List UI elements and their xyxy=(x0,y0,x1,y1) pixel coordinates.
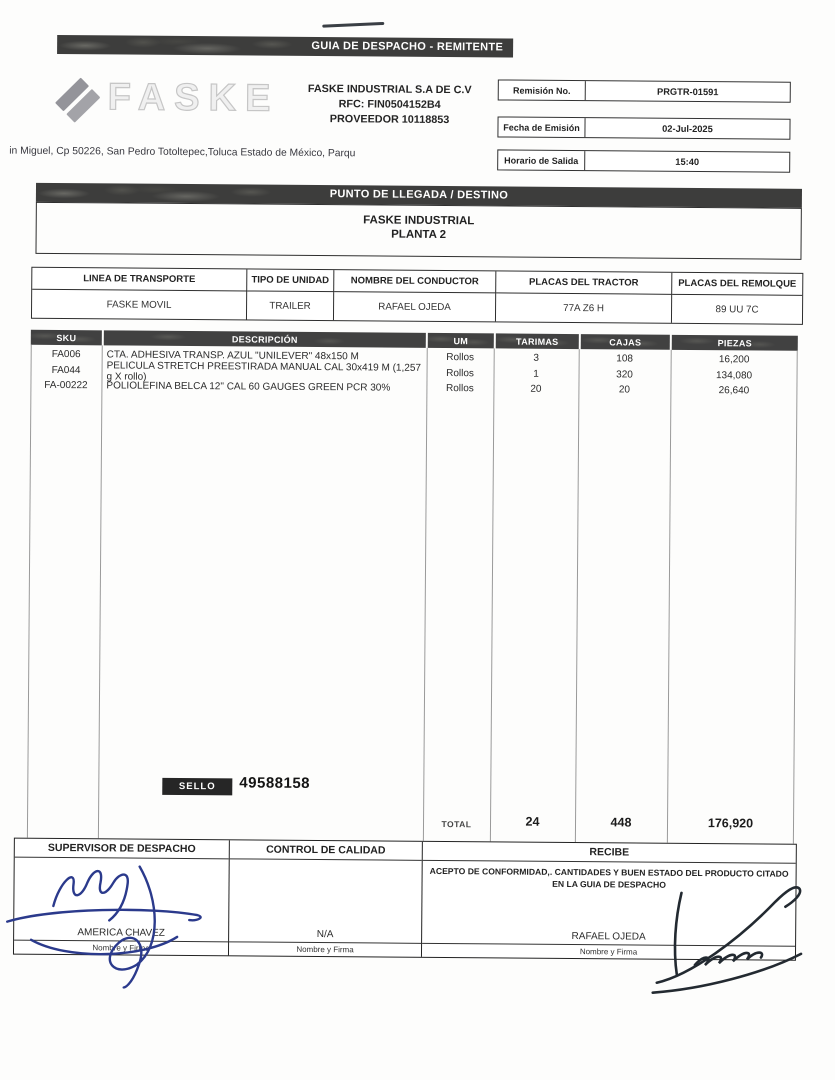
items-header-piezas: PIEZAS xyxy=(672,335,798,351)
fecha-emision-box xyxy=(497,116,790,139)
item-um: Rollos xyxy=(445,383,474,395)
item-sku: FA-00222 xyxy=(44,379,88,392)
total-label: TOTAL xyxy=(441,819,472,830)
faske-logo-icon xyxy=(47,69,109,131)
signature-section xyxy=(13,838,797,961)
supervisor-sign-area xyxy=(14,858,229,927)
calidad-title: CONTROL DE CALIDAD xyxy=(230,840,422,861)
items-grid-line xyxy=(490,348,495,841)
recibe-note xyxy=(423,861,796,892)
items-header-desc: DESCRIPCIÓN xyxy=(104,330,426,348)
item-cajas: 108 xyxy=(616,353,634,365)
destination-bar-title: PUNTO DE LLEGADA / DESTINO xyxy=(329,188,509,202)
sello-label-box: SELLO xyxy=(162,778,232,796)
supervisor-column xyxy=(14,839,230,956)
items-header-cajas: CAJAS xyxy=(581,334,670,350)
company-address: in Miguel, Cp 50226, San Pedro Totoltepec,Toluca Estado de México, Parqu xyxy=(9,145,356,160)
sello-number: 49588158 xyxy=(239,774,311,792)
company-proveedor: PROVEEDOR 10118853 xyxy=(329,113,450,127)
document-title: GUIA DE DESPACHO - REMITENTE xyxy=(311,39,504,54)
horario-salida-box xyxy=(497,149,790,172)
transport-value-linea: FASKE MOVIL xyxy=(32,290,247,320)
item-tarimas: 1 xyxy=(533,368,539,380)
recibe-name: RAFAEL OJEDA xyxy=(571,931,646,943)
calidad-caption: Nombre y Firma xyxy=(229,941,421,957)
recibe-caption: Nombre y Firma xyxy=(422,943,795,960)
recibe-note-line1: ACEPTO DE CONFORMIDAD,. CANTIDADES Y BUEN ESTADO DEL PRODUCTO CITADO xyxy=(429,865,789,879)
fecha-emision-value: 02-Jul-2025 xyxy=(662,123,713,134)
transport-header-placas-tractor: PLACAS DEL TRACTOR xyxy=(496,271,672,294)
recibe-column xyxy=(422,842,796,960)
remision-box xyxy=(498,79,791,102)
items-grid-line xyxy=(98,345,103,838)
remision-value: PRGTR-01591 xyxy=(656,86,719,97)
item-piezas: 134,080 xyxy=(715,370,753,382)
transport-value-row xyxy=(32,290,802,324)
supervisor-name: AMERICA CHAVEZ xyxy=(77,927,165,939)
item-sku: FA006 xyxy=(51,348,81,361)
company-info-block xyxy=(267,82,511,129)
items-header-um: UM xyxy=(428,333,494,349)
transport-table xyxy=(31,267,803,325)
items-grid-line xyxy=(793,351,798,844)
items-grid-line xyxy=(667,350,672,843)
items-grid-line xyxy=(27,345,32,838)
item-piezas: 16,200 xyxy=(718,354,750,366)
recibe-sign-area xyxy=(422,861,796,931)
item-um: Rollos xyxy=(446,352,475,364)
transport-value-placas-remolque: 89 UU 7C xyxy=(715,303,759,315)
transport-value-conductor: RAFAEL OJEDA xyxy=(334,292,496,321)
item-cajas: 20 xyxy=(618,384,631,396)
items-table-body xyxy=(27,345,798,844)
horario-salida-value: 15:40 xyxy=(675,156,700,167)
scan-artifact-line xyxy=(322,22,384,28)
items-header-tarimas: TARIMAS xyxy=(496,333,579,349)
item-tarimas: 3 xyxy=(533,352,539,364)
recibe-title: RECIBE xyxy=(423,842,796,864)
items-grid-line xyxy=(575,349,580,842)
item-piezas: 26,640 xyxy=(718,385,750,397)
item-um: Rollos xyxy=(446,368,474,380)
total-cajas: 448 xyxy=(610,815,632,830)
item-sku: FA044 xyxy=(51,364,81,377)
calidad-name: N/A xyxy=(316,929,334,941)
destination-line1: FASKE INDUSTRIAL xyxy=(363,214,475,228)
transport-value-unidad: TRAILER xyxy=(247,291,334,320)
company-name: FASKE INDUSTRIAL S.A DE C.V xyxy=(307,82,472,97)
supervisor-title: SUPERVISOR DE DESPACHO xyxy=(15,839,229,860)
item-desc: CTA. ADHESIVA TRANSP. AZUL "UNILEVER" 48x150 M xyxy=(106,349,359,363)
item-tarimas: 20 xyxy=(530,383,542,395)
item-desc: POLIOLEFINA BELCA 12" CAL 60 GAUGES GREEN PCR 30% xyxy=(106,380,391,394)
items-header-sku: SKU xyxy=(31,330,102,346)
item-cajas: 320 xyxy=(616,369,633,381)
total-piezas: 176,920 xyxy=(707,816,754,831)
horario-salida-label: Horario de Salida xyxy=(498,150,585,170)
recibe-note-line2: EN LA GUIA DE DESPACHO xyxy=(552,878,666,890)
transport-header-unidad: TIPO DE UNIDAD xyxy=(247,269,334,292)
faske-logo-wordmark: FASKE xyxy=(107,76,280,120)
item-desc: PELICULA STRETCH PREESTIRADA MANUAL CAL 30x419 M (1,257 g X rollo) xyxy=(106,359,422,383)
transport-header-placas-remolque: PLACAS DEL REMOLQUE xyxy=(672,273,802,296)
transport-header-linea: LINEA DE TRANSPORTE xyxy=(32,268,247,292)
remision-label: Remisión No. xyxy=(499,80,586,100)
destination-box xyxy=(35,202,801,260)
total-tarimas: 24 xyxy=(525,814,540,829)
items-grid-line xyxy=(423,348,428,841)
calidad-column xyxy=(229,840,423,957)
fecha-emision-label: Fecha de Emisión xyxy=(498,117,585,137)
destination-line2: PLANTA 2 xyxy=(391,228,447,242)
transport-value-placas-tractor: 77A Z6 H xyxy=(496,293,672,322)
document-title-bar xyxy=(57,35,513,58)
calidad-sign-area xyxy=(229,859,422,928)
company-rfc: RFC: FIN0504152B4 xyxy=(338,98,441,111)
transport-header-conductor: NOMBRE DEL CONDUCTOR xyxy=(334,270,496,293)
supervisor-caption: Nombre y Firma xyxy=(14,940,228,956)
